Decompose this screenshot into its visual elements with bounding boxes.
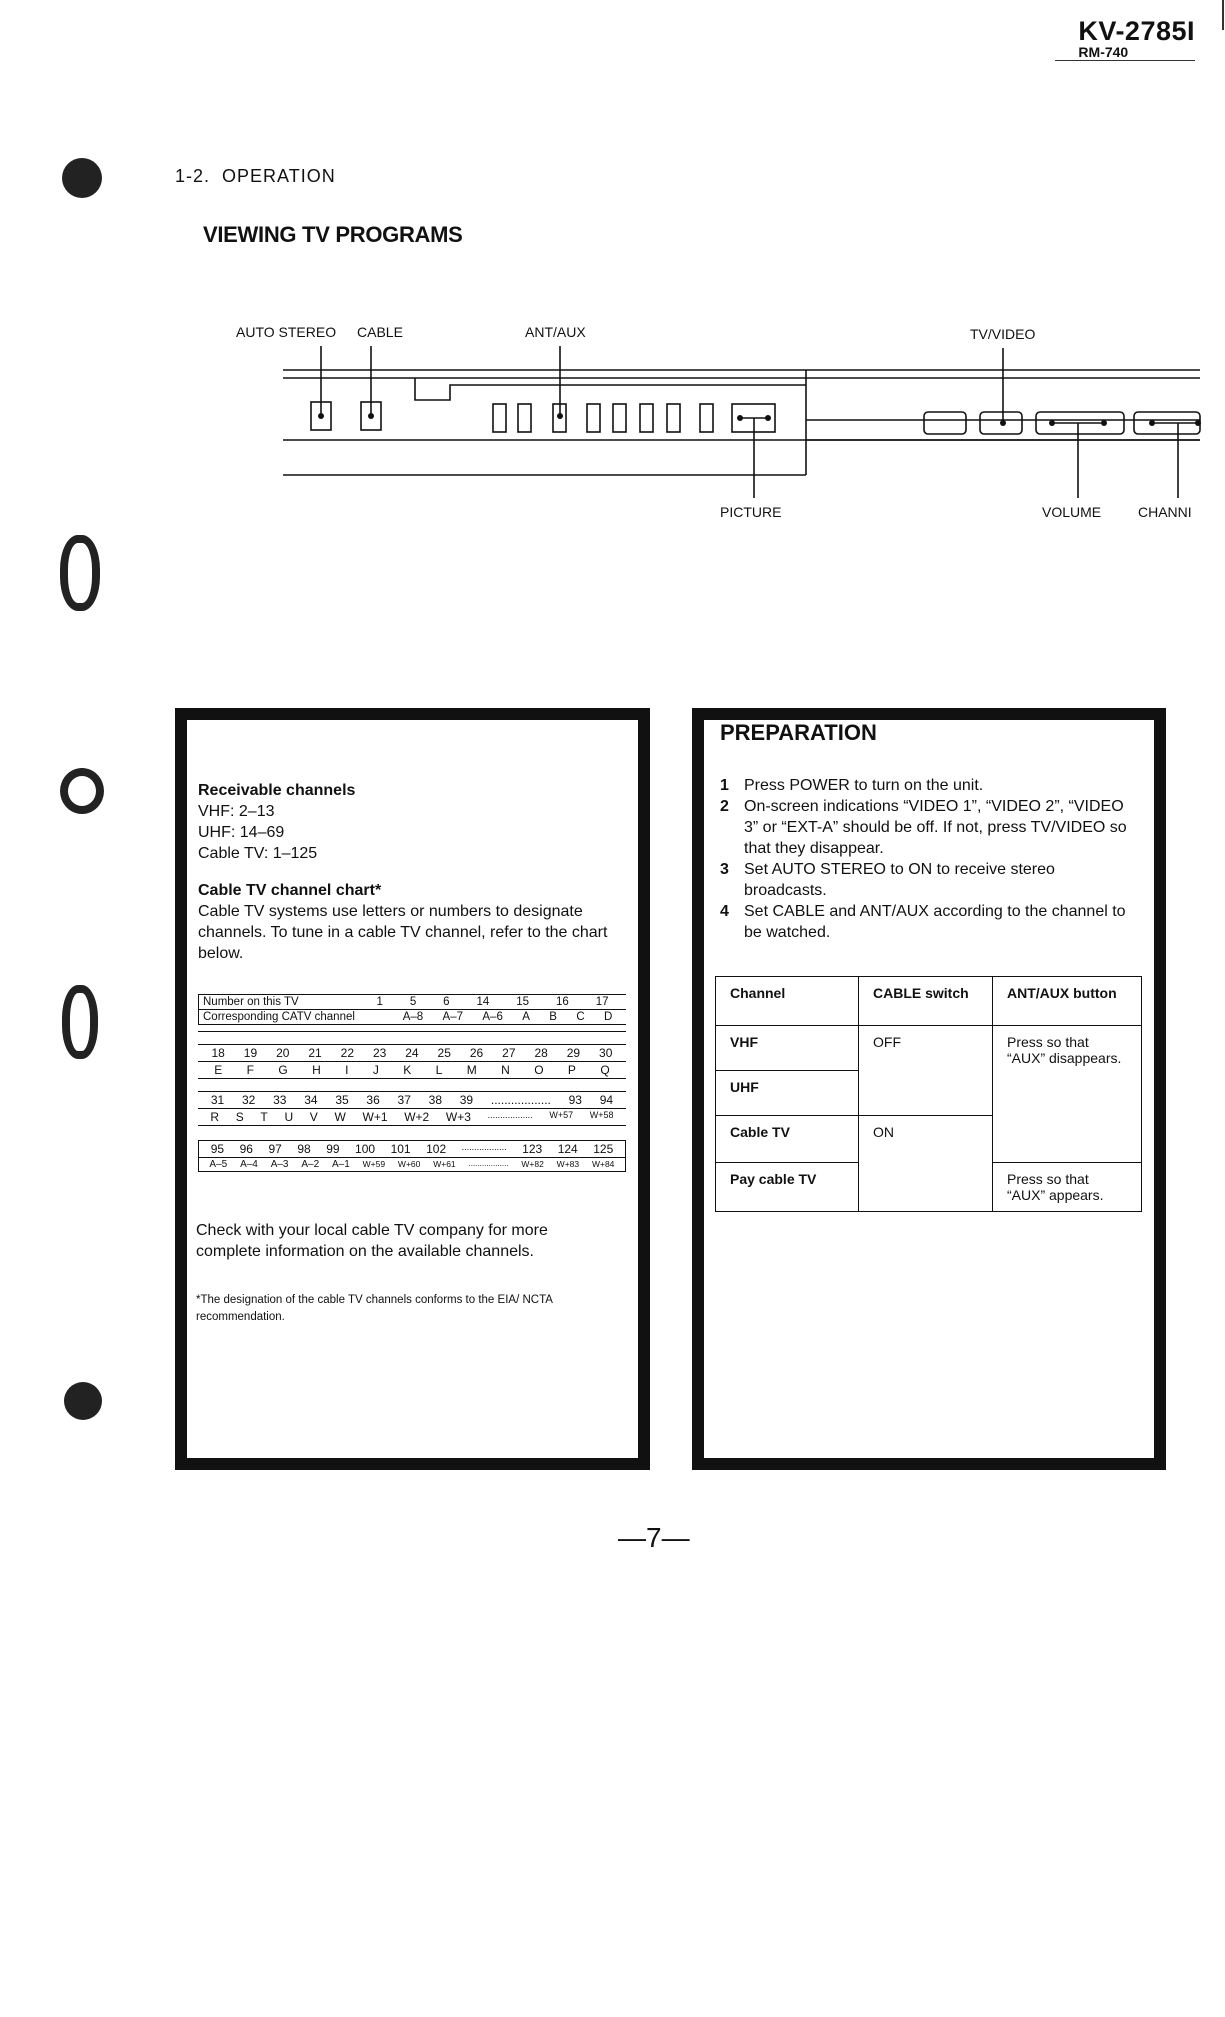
model-number: KV-2785I [1078,16,1195,46]
binder-hole [60,535,100,611]
section-heading [175,166,336,187]
receivable-title: Receivable channels [198,782,356,799]
chart-row-bottom: A–5 A–4 A–3 A–2 A–1 W+59 W+60 W+61 .................. W+82 W+83 W+84 [199,1157,625,1171]
preparation-table [715,976,1142,1212]
header-rule [1055,60,1195,61]
chart-row-3 [198,1091,626,1126]
label-tv-video: TV/VIDEO [970,326,1036,342]
chart-row-bottom: E F G H I J K L M N O P Q [198,1061,626,1078]
binder-hole [60,768,104,814]
label-ant-aux: ANT/AUX [525,324,586,340]
header-channel: Channel [716,977,859,1026]
table-header-row [716,977,1142,1026]
chart-row-1 [198,994,626,1025]
binder-hole [62,985,98,1059]
panel-drawing [0,320,1225,520]
chart-title: Cable TV channel chart* [198,882,382,899]
label-channel: CHANNI [1138,504,1192,520]
preparation-title: PREPARATION [720,720,877,745]
chart-row-2 [198,1044,626,1079]
row-pay-cable: Pay cable TV [716,1163,859,1212]
step-2: 2 On-screen indications “VIDEO 1”, “VIDEO 2”, “VIDEO 3” or “EXT-A” should be off. If not, press TV/VIDEO so that they disappear. [720,798,1127,857]
row-uhf: UHF [716,1071,859,1116]
row-cable-tv: Cable TV [716,1116,859,1163]
edge-mark [1222,0,1224,30]
label-picture: PICTURE [720,504,782,520]
header-ant-aux: ANT/AUX button [993,977,1142,1026]
section-title: OPERATION [222,166,336,186]
section-number: 1-2. [175,166,211,186]
binder-hole [62,158,102,198]
front-panel-diagram [0,320,1225,520]
chart-row-top: 95 96 97 98 99 100 101 102 .................. 123 124 125 [210,1142,614,1156]
step-1: 1 Press POWER to turn on the unit. [720,777,984,794]
preparation-content [720,722,1140,943]
check-note: Check with your local cable TV company for more complete information on the available channels. [196,1222,548,1260]
cable-range: Cable TV: 1–125 [198,845,318,862]
footnote: *The designation of the cable TV channels conforms to the EIA/ NCTA recommendation. [196,1294,553,1323]
model-header [1078,18,1195,60]
chart-row-top: 18 19 20 21 22 23 24 25 26 27 28 29 30 [211,1046,613,1060]
page-number: —7— [618,1522,690,1553]
chart-row-bottom: R S T U V W W+1 W+2 W+3 .................. W+57 W+58 [198,1108,626,1125]
cable-on: ON [859,1116,993,1212]
chart-row-4 [198,1140,626,1172]
channel-chart [198,994,626,1172]
label-auto-stereo: AUTO STEREO [236,324,337,340]
label-cable: CABLE [357,324,403,340]
remote-model: RM-740 [1078,44,1129,60]
chart-row-top: 31 32 33 34 35 36 37 38 39 .................. 93 94 [210,1093,614,1107]
aux-disappears: Press so that “AUX” disappears. [993,1026,1142,1163]
table-row [716,1026,1142,1071]
uhf-range: UHF: 14–69 [198,824,285,841]
step-3: 3 Set AUTO STEREO to ON to receive stereo broadcasts. [720,861,1055,899]
label-volume: VOLUME [1042,504,1102,520]
step-4: 4 Set CABLE and ANT/AUX according to the channel to be watched. [720,903,1126,941]
header-cable-switch: CABLE switch [859,977,993,1026]
row-vhf: VHF [716,1026,859,1071]
chart-intro: Cable TV systems use letters or numbers to designate channels. To tune in a cable TV channel, refer to the chart below. [198,903,608,962]
channels-content [198,780,618,964]
chart-row-top: Number on this TV 1 5 6 14 15 16 17 [203,996,609,1008]
chart-row-bottom: Corresponding CATV channel A–8 A–7 A–6 A B C D [199,1009,626,1024]
vhf-range: VHF: 2–13 [198,803,275,820]
aux-appears: Press so that “AUX” appears. [993,1163,1142,1212]
cable-off: OFF [859,1026,993,1116]
binder-hole [64,1382,102,1420]
page-title: VIEWING TV PROGRAMS [203,222,463,247]
